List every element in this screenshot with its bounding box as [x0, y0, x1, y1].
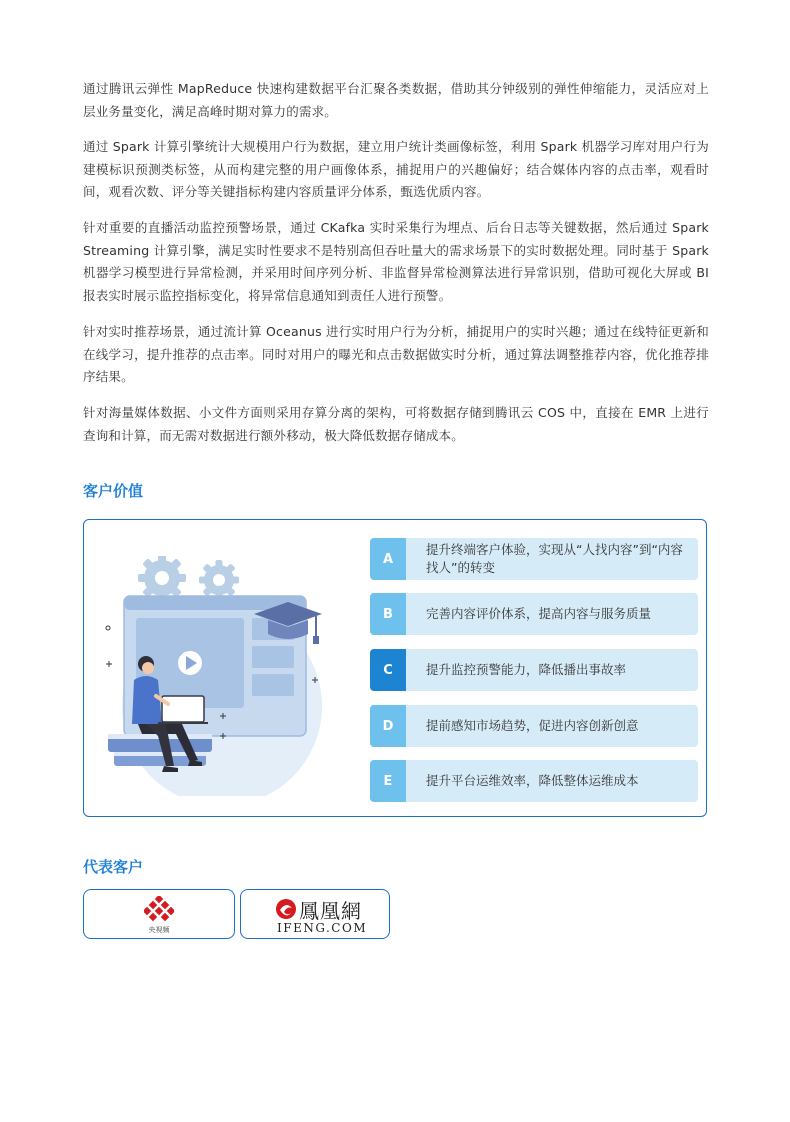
cctv-logo-label: 央视频 [148, 926, 170, 934]
paragraph-monitoring: 针对重要的直播活动监控预警场景，通过 CKafka 实时采集行为埋点、后台日志等关键数据，然后通过 Spark Streaming 计算引擎，满足实时性要求不是特别高但吞吐量大的需求场景下的实时数据处理。同时基于 Spark 机器学习模型进行异常检测，并采用时间序列分析、非监督异常检测算法进行异常识别，借助可视化大屏或 BI 报表实时展示监控指标变化，将异常信息通知到责任人进行预警。 [83, 220, 709, 303]
representative-customers-title: 代表客户 [83, 858, 144, 876]
value-item-letter: D [370, 705, 406, 747]
value-item-b [370, 593, 698, 635]
value-item-letter: A [370, 538, 406, 580]
paragraph-recommendation: 针对实时推荐场景，通过流计算 Oceanus 进行实时用户行为分析，捕捉用户的实时兴趣；通过在线特征更新和在线学习，提升推荐的点击率。同时对用户的曝光和点击数据做实时分析，通过算法调整推荐内容，优化推荐排序结果。 [83, 324, 709, 384]
data-platform-illustration-icon [102, 556, 332, 796]
value-item-letter: C [370, 649, 406, 691]
value-item-text: 提升终端客户体验，实现从“人找内容”到“内容找人”的转变 [426, 542, 683, 575]
value-item-text: 提升平台运维效率，降低整体运维成本 [426, 773, 639, 788]
customer-value-panel [83, 519, 707, 817]
cctv-logo-icon [144, 896, 174, 924]
ifeng-logo-icon [275, 898, 297, 920]
paragraph-spark-profile: 通过 Spark 计算引擎统计大规模用户行为数据，建立用户统计类画像标签，利用 Spark 机器学习库对用户行为建模标识预测类标签，从而构建完整的用户画像体系，捕捉用户的兴趣偏好；结合媒体内容的点击率，观看时间，观看次数、评分等关键指标构建内容质量评分体系，甄选优质内容。 [83, 139, 709, 199]
customer-value-title: 客户价值 [83, 482, 144, 500]
customer-logo-ifeng [240, 889, 390, 939]
value-item-letter: B [370, 593, 406, 635]
paragraph-storage: 针对海量媒体数据、小文件方面则采用存算分离的架构，可将数据存储到腾讯云 COS 中，直接在 EMR 上进行查询和计算，而无需对数据进行额外移动，极大降低数据存储成本。 [83, 405, 709, 443]
value-item-letter: E [370, 760, 406, 802]
value-item-text: 完善内容评价体系，提高内容与服务质量 [426, 606, 652, 621]
value-item-a [370, 538, 698, 580]
value-item-d [370, 705, 698, 747]
value-item-text: 提升监控预警能力，降低播出事故率 [426, 662, 627, 677]
value-item-e [370, 760, 698, 802]
value-item-text: 提前感知市场趋势，促进内容创新创意 [426, 718, 639, 733]
customer-logo-cctv [83, 889, 235, 939]
paragraph-emr: 通过腾讯云弹性 MapReduce 快速构建数据平台汇聚各类数据，借助其分钟级别的弹性伸缩能力，灵活应对上层业务量变化，满足高峰时期对算力的需求。 [83, 81, 709, 119]
ifeng-logo-en: IFENG.COM [277, 921, 368, 935]
value-item-c [370, 649, 698, 691]
ifeng-logo-cn: 鳳凰網 [299, 899, 362, 923]
